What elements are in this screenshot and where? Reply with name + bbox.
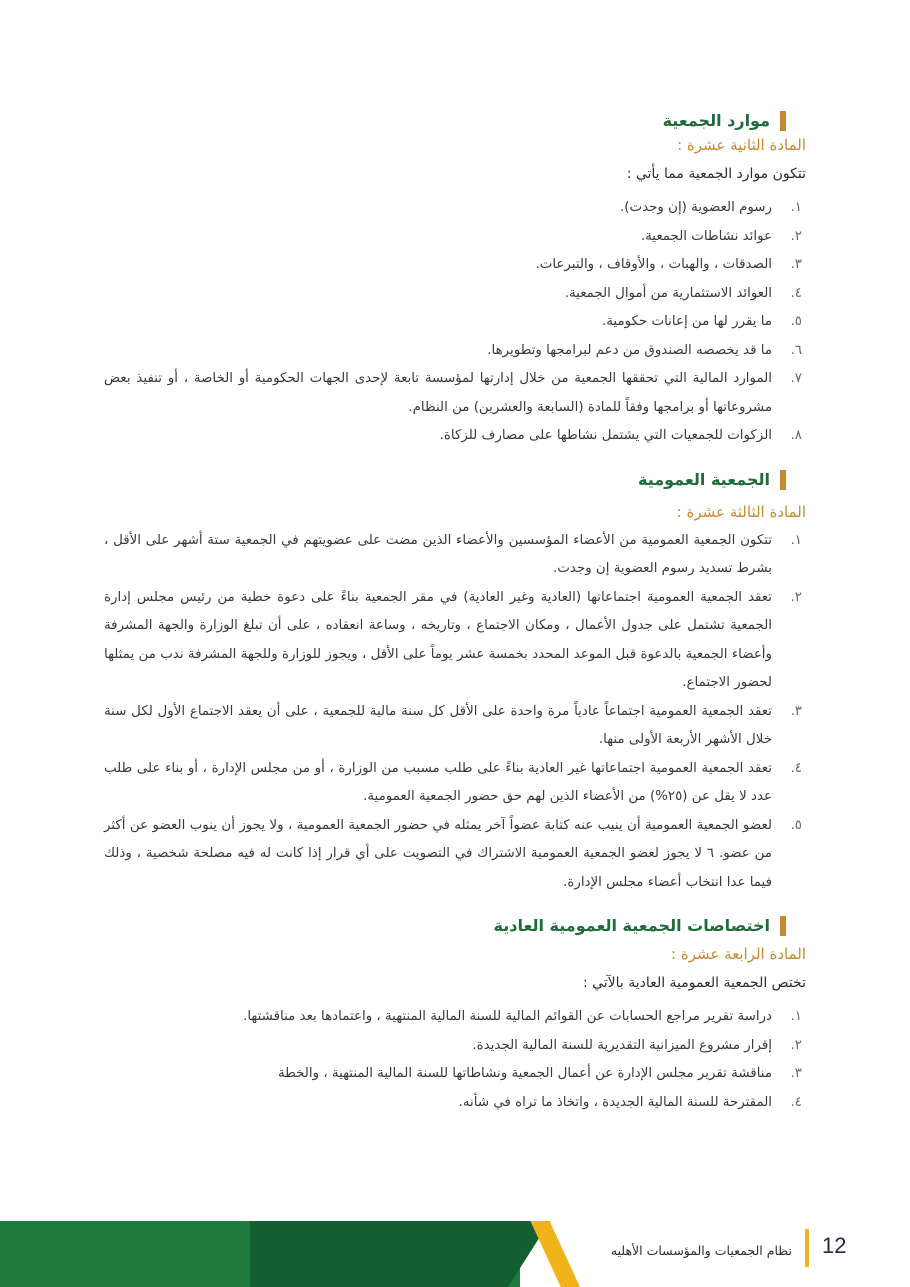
- section-marker: [780, 916, 786, 936]
- numbered-list: [104, 194, 806, 451]
- numbered-list: [104, 527, 806, 898]
- list-item: ٥. لعضو الجمعية العمومية أن ينيب عنه كتابة عضواً آخر يمثله في حضور الجمعية العمومية ، ولا يجوز أن ينوب العضو عن أكثر من عضو. ٦ لا يجوز لعضو الجمعية العمومية الاشتراك في التصويت على أي قرار إذا كانت له فيه مصلحة شخصية ، وذلك فيما عدا انتخاب أعضاء مجلس الإدارة.: [104, 817, 802, 890]
- numbered-list: [104, 1003, 806, 1117]
- list-item: ٣. الصدقات ، والهبات ، والأوقاف ، والتبرعات.: [535, 257, 802, 272]
- intro-text: تتكون موارد الجمعية مما يأتي :: [626, 166, 806, 182]
- list-item: ٨. الزكوات للجمعيات التي يشتمل نشاطها على مصارف للزكاة.: [439, 428, 802, 443]
- section-title: [104, 469, 806, 491]
- section-title-text: الجمعية العمومية: [637, 469, 770, 489]
- article-heading: المادة الثانية عشرة :: [677, 136, 806, 154]
- list-item: ٢. عوائد نشاطات الجمعية.: [640, 228, 802, 244]
- section-title: [104, 110, 806, 132]
- list-item: ٣. مناقشة تقرير مجلس الإدارة عن أعمال الجمعية ونشاطاتها للسنة المالية المنتهية ، والخطة: [277, 1066, 802, 1081]
- article-heading: المادة الثالثة عشرة :: [676, 502, 806, 521]
- section-marker: [780, 111, 786, 131]
- list-item: ٤. تعقد الجمعية العمومية اجتماعاتها غير العادية بناءً على طلب مسبب من الوزارة ، أو من مجلس الإدارة ، أو بناء على طلب عدد لا يقل عن (٢٥%) من الأعضاء الذين لهم حق حضور الجمعية العمومية.: [104, 760, 802, 804]
- article-heading: المادة الرابعة عشرة :: [671, 945, 806, 963]
- list-item: ٢. تعقد الجمعية العمومية اجتماعاتها (العادية وغير العادية) في مقر الجمعية بناءً على دعوة خطية من رئيس مجلس إدارة الجمعية تشتمل على جدول الأعمال ، ومكان الاجتماع ، وتاريخه ، وساعة انعقاده ، على أن تبلغ الوزارة والجهة المشرفة وأعضاء الجمعية بالدعوة قبل الموعد المحدد بخمسة عشر يوماً على الأقل ، ويجوز للوزارة وللجهة المشرفة ندب من يمثلها لحضور الاجتماع.: [104, 589, 802, 690]
- footer-caption: نظام الجمعيات والمؤسسات الأهليه: [610, 1243, 792, 1258]
- section-marker: [780, 470, 786, 490]
- page-number: 12: [822, 1233, 847, 1258]
- list-item: ٤. العوائد الاستثمارية من أموال الجمعية.: [564, 285, 802, 301]
- list-item: ١. تتكون الجمعية العمومية من الأعضاء المؤسسين والأعضاء الذين مضت على عضويتهم في الجمعية ستة أشهر على الأقل ، بشرط تسديد رسوم العضوية إن وجدت.: [104, 532, 802, 576]
- footer-divider: [805, 1229, 809, 1267]
- list-item: ٤. المقترحة للسنة المالية الجديدة ، واتخاذ ما تراه في شأنه.: [458, 1094, 802, 1110]
- footer-dark-band: [250, 1221, 550, 1287]
- section-title-text: موارد الجمعية: [662, 111, 770, 130]
- page-footer: [0, 1221, 910, 1287]
- list-item: ٧. الموارد المالية التي تحققها الجمعية من خلال إدارتها لمؤسسة تابعة لإحدى الجهات الحكومية أو الخاصة ، أو تنفيذ بعض مشروعاتها أو برامجها وفقاً للمادة (السابعة والعشرين) من النظام.: [104, 371, 802, 415]
- list-item: ٥. ما يقرر لها من إعانات حكومية.: [601, 314, 802, 329]
- list-item: ١. دراسة تقرير مراجع الحسابات عن القوائم المالية للسنة المالية المنتهية ، واعتمادها بعد مناقشتها.: [243, 1009, 802, 1024]
- section-title: [104, 915, 806, 937]
- intro-text: تختص الجمعية العمومية العادية بالآتي :: [582, 975, 806, 991]
- document-body: [104, 100, 806, 1117]
- list-item: ٣. تعقد الجمعية العمومية اجتماعاً عادياً مرة واحدة على الأقل كل سنة مالية للجمعية ، على أن يعقد الاجتماع الأول لكل سنة خلال الأشهر الأربعة الأولى منها.: [104, 703, 802, 747]
- list-item: ٦. ما قد يخصصه الصندوق من دعم لبرامجها وتطويرها.: [487, 342, 802, 358]
- section-title-text: اختصاصات الجمعية العمومية العادية: [493, 916, 770, 935]
- list-item: ١. رسوم العضوية (إن وجدت).: [620, 200, 802, 215]
- list-item: ٢. إقرار مشروع الميزانية التقديرية للسنة المالية الجديدة.: [472, 1037, 802, 1053]
